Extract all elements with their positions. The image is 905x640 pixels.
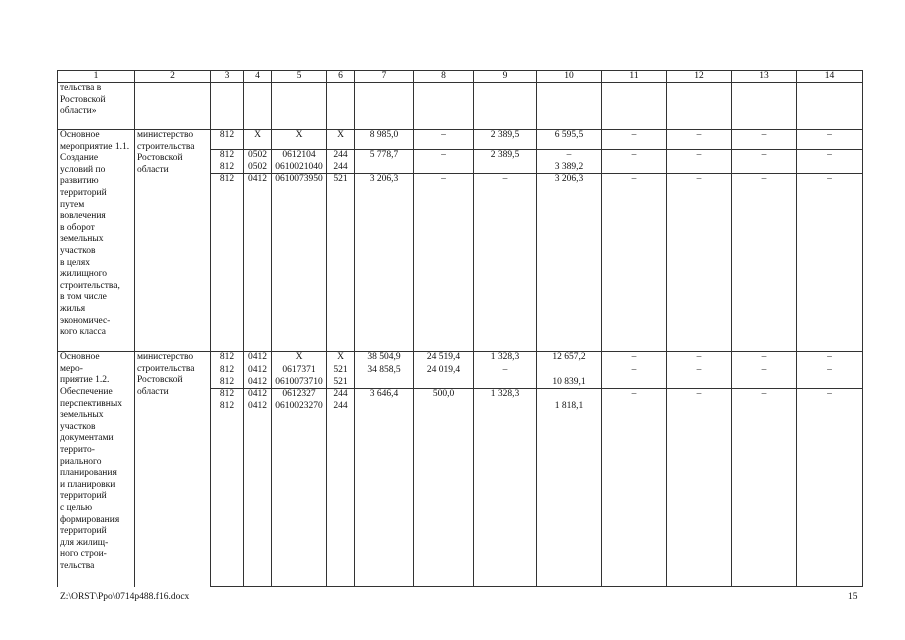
table-cell xyxy=(732,162,797,174)
table-cell: 812 xyxy=(211,174,244,352)
table-cell xyxy=(414,377,474,389)
table-cell: – xyxy=(732,150,797,162)
table-cell xyxy=(537,365,602,377)
table-cell: – xyxy=(602,150,667,162)
table-cell xyxy=(732,377,797,389)
budget-table-container xyxy=(57,70,862,587)
table-cell: – xyxy=(797,174,863,352)
table-cell: 812 xyxy=(211,162,244,174)
table-cell: 0610073950 xyxy=(272,174,327,352)
table-cell: – xyxy=(414,174,474,352)
footer-file-path: Z:\ORST\Ppo\0714p488.f16.docx xyxy=(60,592,190,602)
table-cell: – xyxy=(474,174,537,352)
header-cell: 1 xyxy=(58,71,135,83)
header-cell: 10 xyxy=(537,71,602,83)
table-cell: 1 818,1 xyxy=(537,401,602,587)
table-cell: X xyxy=(272,352,327,365)
footer-page-number: 15 xyxy=(848,592,858,602)
table-cell xyxy=(211,83,244,130)
measure-name: Основное меро- приятие 1.2. Обеспечение перспективных земельных участков документами террито- риального планирования и планировки территорий с целью формирования территорий для жилищ- ного строи- тельства xyxy=(58,352,135,587)
table-cell: 812 xyxy=(211,365,244,377)
table-cell: 812 xyxy=(211,130,244,150)
header-cell: 9 xyxy=(474,71,537,83)
table-cell: – xyxy=(602,130,667,150)
budget-table xyxy=(57,70,863,587)
header-cell: 7 xyxy=(355,71,414,83)
table-cell: – xyxy=(732,389,797,401)
table-cell: 521 xyxy=(327,377,355,389)
measure-name: тельства в Ростовской области» xyxy=(58,83,135,130)
header-cell: 6 xyxy=(327,71,355,83)
table-cell: 1 328,3 xyxy=(474,389,537,401)
table-cell xyxy=(602,162,667,174)
table-cell: 3 389,2 xyxy=(537,162,602,174)
header-row xyxy=(58,71,863,83)
table-cell xyxy=(797,377,863,389)
table-cell xyxy=(414,83,474,130)
table-cell xyxy=(732,401,797,587)
table-cell: 2 389,5 xyxy=(474,130,537,150)
table-cell xyxy=(602,401,667,587)
table-cell: 521 xyxy=(327,365,355,377)
table-cell: 2 389,5 xyxy=(474,150,537,162)
table-cell: – xyxy=(732,352,797,365)
table-cell: – xyxy=(667,174,732,352)
table-cell: – xyxy=(537,150,602,162)
table-cell: 38 504,9 xyxy=(355,352,414,365)
table-cell: – xyxy=(602,352,667,365)
table-cell: 812 xyxy=(211,389,244,401)
table-cell: 0412 xyxy=(244,352,272,365)
table-cell: 6 595,5 xyxy=(537,130,602,150)
table-cell xyxy=(474,377,537,389)
table-cell: – xyxy=(602,389,667,401)
table-cell: 34 858,5 xyxy=(355,365,414,377)
table-cell xyxy=(355,401,414,587)
table-cell: – xyxy=(667,389,732,401)
measure-name: Основное мероприятие 1.1. Создание условий по развитию территорий путем вовлечения в оборот земельных участков в целях жилищного строительства, в том числе жилья экономичес- кого класса xyxy=(58,130,135,352)
table-cell: X xyxy=(327,352,355,365)
table-cell: 0412 xyxy=(244,174,272,352)
table-cell: 244 xyxy=(327,150,355,162)
table-cell: 0502 xyxy=(244,150,272,162)
table-cell: – xyxy=(667,365,732,377)
table-cell: – xyxy=(602,365,667,377)
table-cell: 5 778,7 xyxy=(355,150,414,162)
table-cell: 0610073710 xyxy=(272,377,327,389)
table-cell: – xyxy=(797,150,863,162)
header-cell: 14 xyxy=(797,71,863,83)
table-cell xyxy=(602,83,667,130)
table-cell xyxy=(667,401,732,587)
table-cell: 8 985,0 xyxy=(355,130,414,150)
table-cell: 521 xyxy=(327,174,355,352)
table-cell: X xyxy=(244,130,272,150)
table-cell: 3 206,3 xyxy=(537,174,602,352)
table-cell: – xyxy=(732,174,797,352)
table-cell: – xyxy=(414,130,474,150)
table-cell: 24 519,4 xyxy=(414,352,474,365)
table-cell xyxy=(797,83,863,130)
header-cell: 3 xyxy=(211,71,244,83)
executor-name xyxy=(135,83,211,130)
table-cell: 0612327 xyxy=(272,389,327,401)
table-cell xyxy=(355,377,414,389)
table-cell: – xyxy=(797,389,863,401)
table-cell: 0412 xyxy=(244,365,272,377)
table-cell xyxy=(474,83,537,130)
table-cell: 244 xyxy=(327,162,355,174)
table-cell: 0412 xyxy=(244,401,272,587)
table-cell: 0610023270 xyxy=(272,401,327,587)
table-cell: – xyxy=(602,174,667,352)
table-cell: – xyxy=(414,150,474,162)
table-cell: 12 657,2 xyxy=(537,352,602,365)
table-body xyxy=(58,71,863,587)
table-row xyxy=(58,130,863,150)
table-cell: 3 206,3 xyxy=(355,174,414,352)
table-row xyxy=(58,352,863,365)
header-cell: 5 xyxy=(272,71,327,83)
header-cell: 11 xyxy=(602,71,667,83)
executor-name: министерство строительства Ростовской области xyxy=(135,130,211,352)
table-cell: X xyxy=(327,130,355,150)
table-cell xyxy=(667,83,732,130)
table-cell: 812 xyxy=(211,401,244,587)
table-cell xyxy=(797,401,863,587)
table-cell: 1 328,3 xyxy=(474,352,537,365)
table-cell: 3 646,4 xyxy=(355,389,414,401)
header-cell: 8 xyxy=(414,71,474,83)
table-cell: 24 019,4 xyxy=(414,365,474,377)
table-cell xyxy=(797,162,863,174)
table-cell xyxy=(474,162,537,174)
table-cell: – xyxy=(797,352,863,365)
table-cell: 812 xyxy=(211,352,244,365)
table-cell xyxy=(537,389,602,401)
table-cell: – xyxy=(667,150,732,162)
header-cell: 2 xyxy=(135,71,211,83)
header-cell: 12 xyxy=(667,71,732,83)
table-cell xyxy=(732,83,797,130)
table-cell xyxy=(414,162,474,174)
table-cell: 0412 xyxy=(244,389,272,401)
table-cell xyxy=(355,83,414,130)
table-cell: X xyxy=(272,130,327,150)
table-cell: 10 839,1 xyxy=(537,377,602,389)
table-cell: 812 xyxy=(211,150,244,162)
table-cell: 244 xyxy=(327,401,355,587)
table-cell xyxy=(414,401,474,587)
table-cell: – xyxy=(797,365,863,377)
header-cell: 4 xyxy=(244,71,272,83)
table-cell: 0412 xyxy=(244,377,272,389)
table-cell: – xyxy=(732,130,797,150)
table-cell: 500,0 xyxy=(414,389,474,401)
table-cell xyxy=(355,162,414,174)
table-cell: – xyxy=(667,352,732,365)
table-cell xyxy=(602,377,667,389)
table-cell: – xyxy=(474,365,537,377)
table-cell xyxy=(272,83,327,130)
table-cell xyxy=(537,83,602,130)
table-cell xyxy=(667,377,732,389)
table-cell xyxy=(244,83,272,130)
executor-name: министерство строительства Ростовской области xyxy=(135,352,211,587)
table-cell: 812 xyxy=(211,377,244,389)
table-cell: 0610021040 xyxy=(272,162,327,174)
table-cell: – xyxy=(797,130,863,150)
table-cell: 0617371 xyxy=(272,365,327,377)
header-cell: 13 xyxy=(732,71,797,83)
table-cell: 0612104 xyxy=(272,150,327,162)
table-row xyxy=(58,83,863,130)
table-cell xyxy=(667,162,732,174)
table-cell: – xyxy=(667,130,732,150)
table-cell: 0502 xyxy=(244,162,272,174)
table-cell xyxy=(327,83,355,130)
table-cell xyxy=(474,401,537,587)
table-cell: 244 xyxy=(327,389,355,401)
table-cell: – xyxy=(732,365,797,377)
